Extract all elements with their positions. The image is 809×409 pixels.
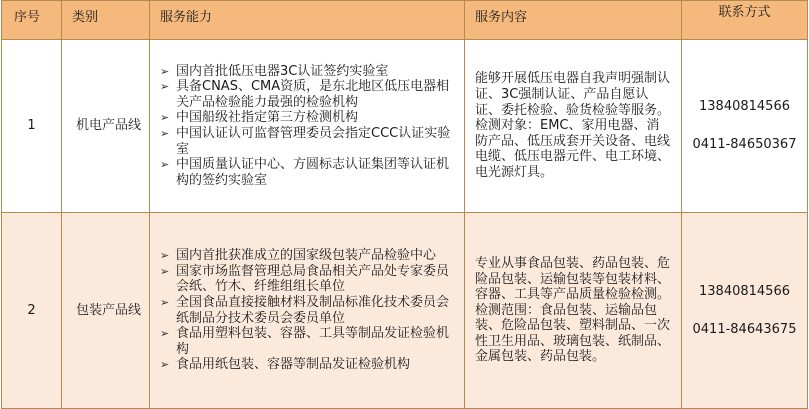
list-item: ➢ 具备CNAS、CMA资质，是东北地区低压电器相关产品检验能力最强的检验机构 <box>160 79 450 110</box>
arrow-right-outline-icon: ➢ <box>160 158 170 172</box>
capability-list <box>160 248 454 373</box>
list-item: ➢ 国家市场监督管理总局食品相关产品处专家委员会纸、竹木、纤维组组长单位 <box>160 263 450 295</box>
arrow-right-outline-icon: ➢ <box>160 127 170 140</box>
list-item: ➢ 中国认证认可监督管理委员会指定CCC认证实验室 <box>160 126 451 157</box>
row-contact <box>682 213 808 409</box>
row-category: 机电产品线 <box>62 40 150 213</box>
arrow-right-outline-icon: ➢ <box>160 264 170 278</box>
list-item: ➢ 中国船级社指定第三方检测机构 <box>160 110 359 126</box>
header-index: 序号 <box>2 1 62 40</box>
table-row <box>2 40 808 213</box>
header-contact: 联系方式 <box>682 1 808 40</box>
arrow-right-outline-icon: ➢ <box>160 64 170 78</box>
row-contact <box>682 40 808 213</box>
row-index: 2 <box>2 213 62 409</box>
row-capabilities <box>150 213 465 409</box>
arrow-right-outline-icon: ➢ <box>160 249 170 263</box>
phone-landline: 0411-84643675 <box>692 321 797 337</box>
arrow-right-outline-icon: ➢ <box>160 80 170 94</box>
header-content: 服务内容 <box>465 1 682 40</box>
header-capability: 服务能力 <box>150 1 465 40</box>
list-item: ➢ 中国质量认证中心、方圆标志认证集团等认证机构的签约实验室 <box>160 157 450 188</box>
header-category: 类别 <box>62 1 150 40</box>
list-item: ➢ 国内首批获准成立的国家级包装产品检验中心 <box>160 248 437 264</box>
list-item: ➢ 全国食品直接接触材料及制品标准化技术委员会纸制品分技术委员会委员单位 <box>160 294 450 326</box>
row-index: 1 <box>2 40 62 213</box>
row-capabilities <box>150 40 465 213</box>
row-category: 包装产品线 <box>62 213 150 409</box>
phone-mobile: 13840814566 <box>699 283 790 299</box>
list-item: ➢ 国内首批低压电器3C认证签约实验室 <box>160 63 389 79</box>
arrow-right-outline-icon: ➢ <box>160 295 170 309</box>
arrow-right-outline-icon: ➢ <box>160 111 170 125</box>
row-content: 专业从事食品包装、药品包装、危险品包装、运输包装等包装材料、容器、工具等产品质量检验检测。 检测范围：食品包装、运输品包装、危险品包装、塑料制品、一次性卫生用品、玻璃包装、纸制品、金属包装、药品包装。 <box>465 213 682 409</box>
capability-list <box>160 64 454 189</box>
arrow-right-outline-icon: ➢ <box>160 358 170 372</box>
list-item: ➢ 食品用塑料包装、容器、工具等制品发证检验机构 <box>160 326 450 357</box>
row-content: 能够开展低压电器自我声明强制认证、3C强制认证、产品自愿认证、委托检验、验货检验等服务。 检测对象：EMC、家用电器、消防产品、低压成套开关设备、电线电缆、低压电器元件、电工环境、电光源灯具。 <box>465 40 682 213</box>
table-row <box>2 213 808 409</box>
arrow-right-outline-icon: ➢ <box>160 327 170 341</box>
service-table <box>1 0 808 409</box>
list-item: ➢ 食品用纸包装、容器等制品发证检验机构 <box>160 357 411 373</box>
phone-mobile: 13840814566 <box>699 99 790 115</box>
phone-landline: 0411-84650367 <box>692 137 797 152</box>
table-header-row <box>2 1 808 40</box>
